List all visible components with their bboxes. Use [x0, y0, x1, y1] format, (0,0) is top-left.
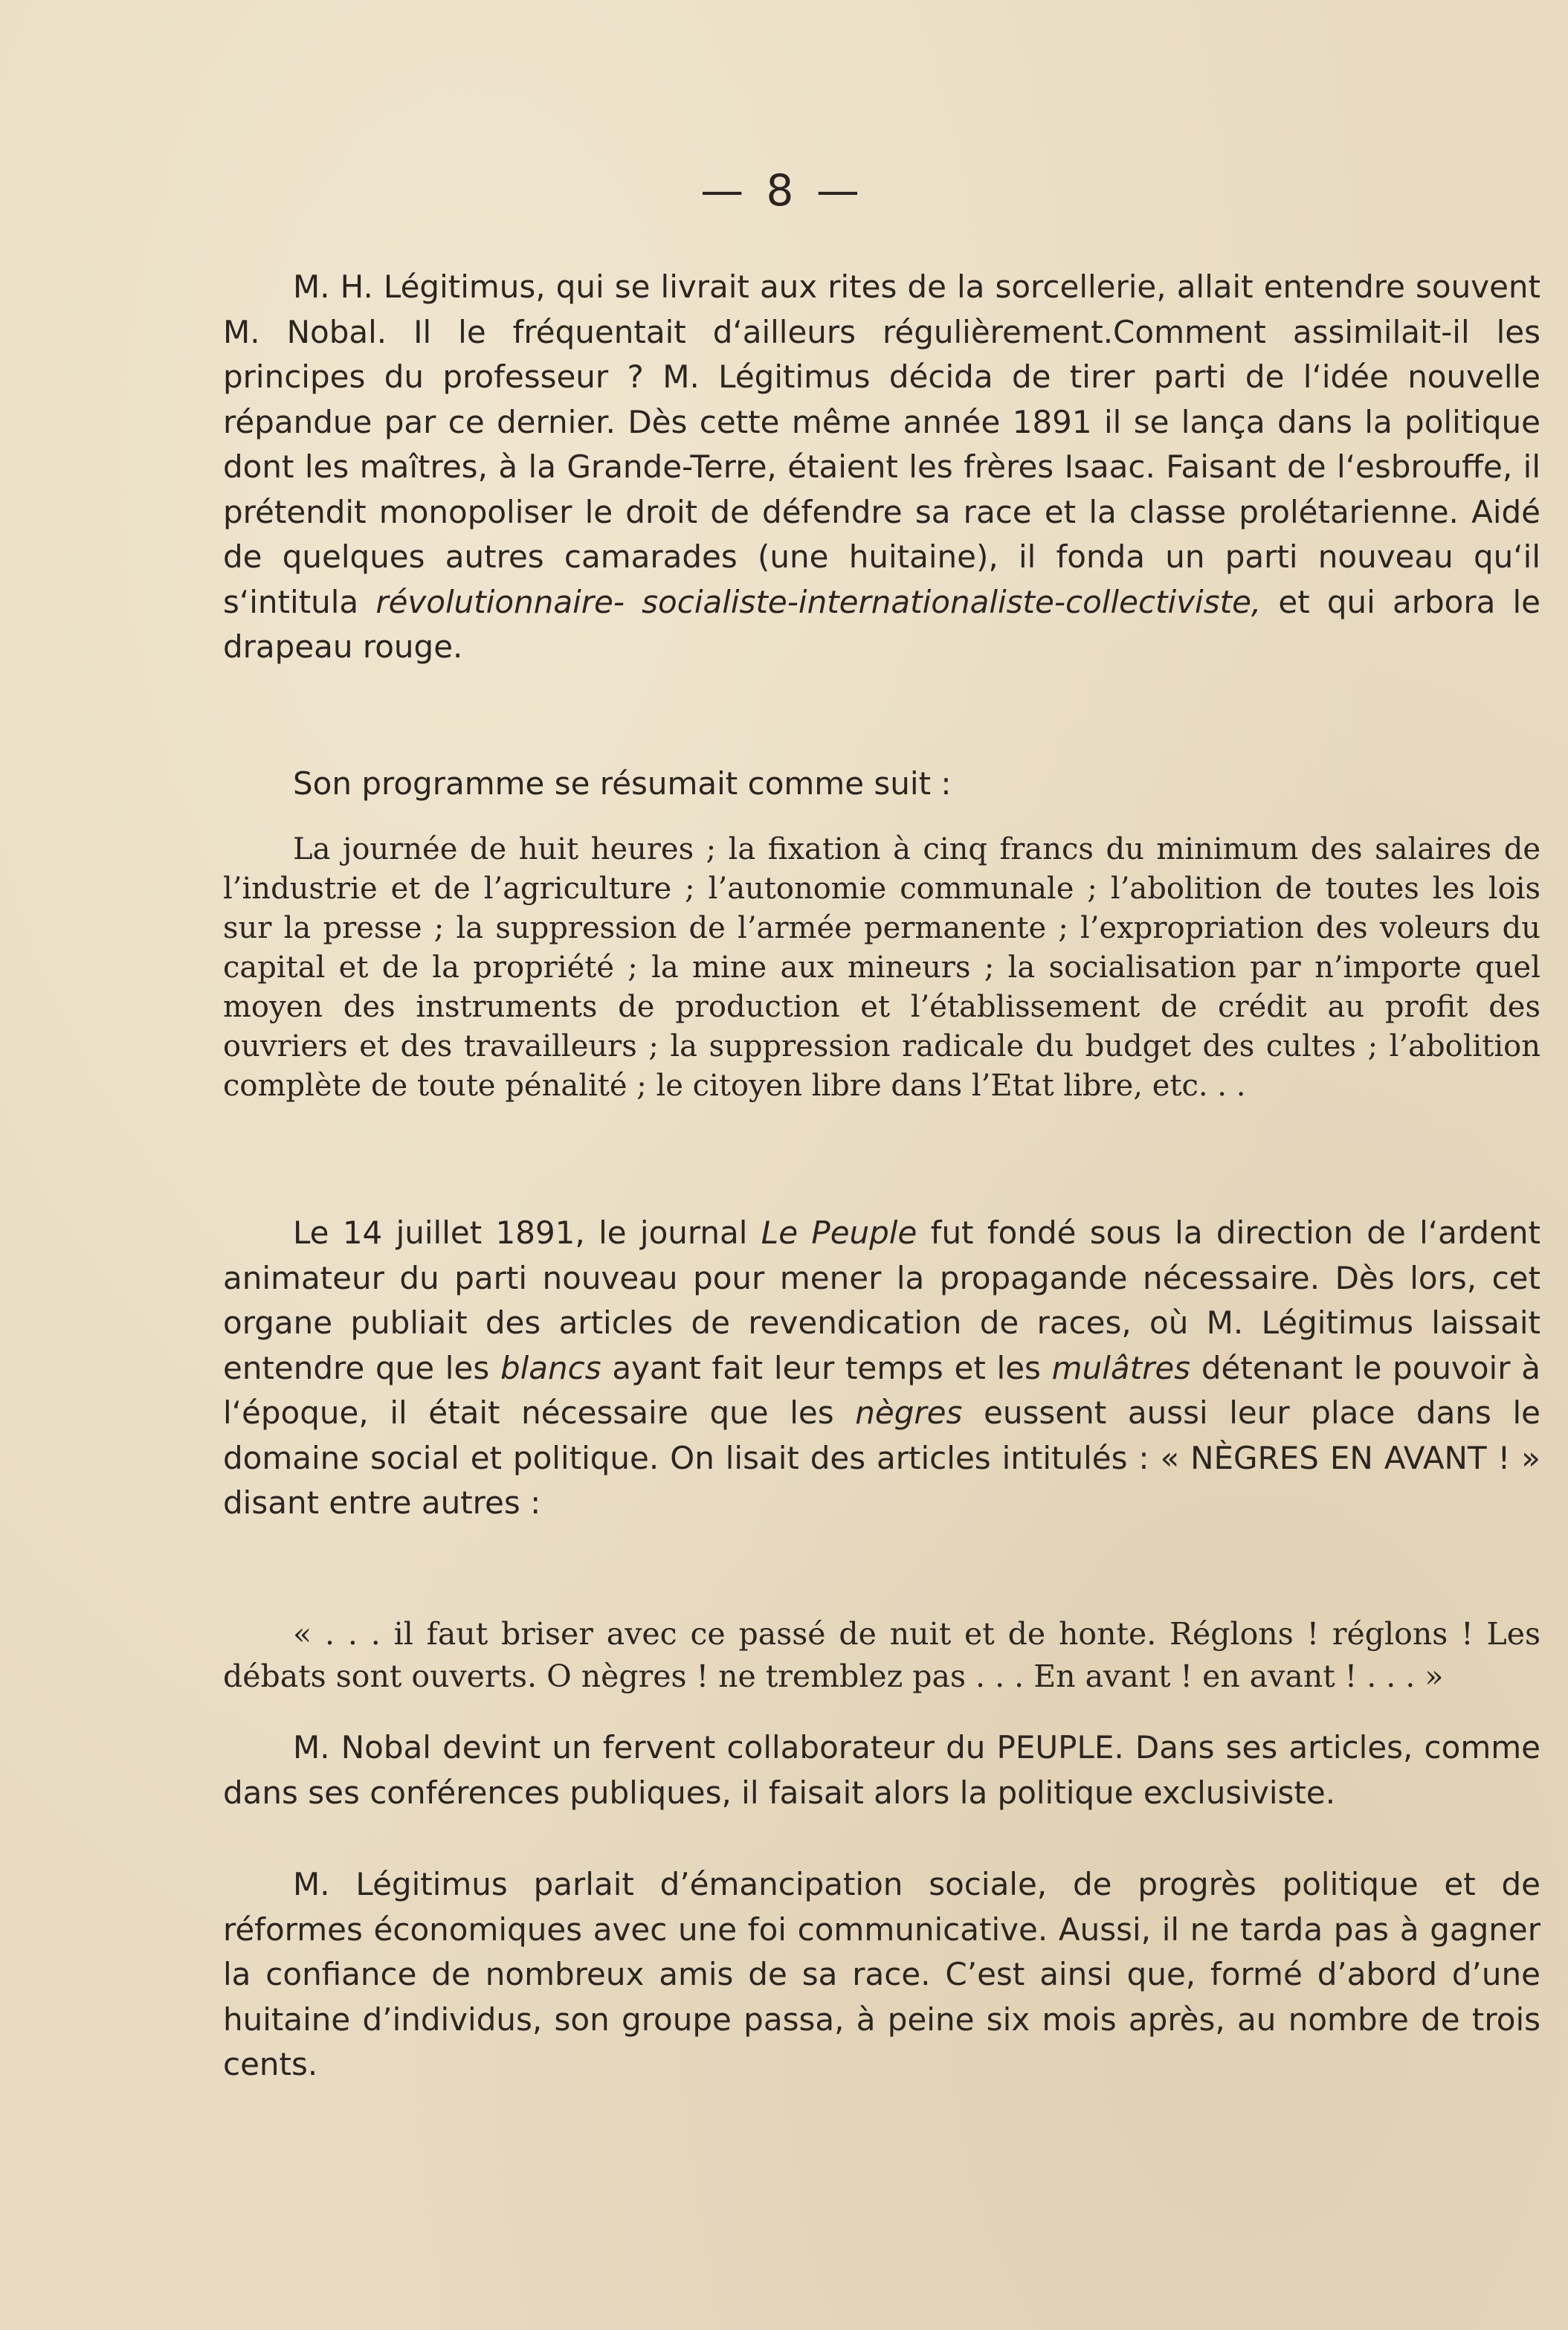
paragraph-3-a: Le 14 juillet 1891, le journal [293, 1214, 748, 1251]
paragraph-3-e: eussent aussi leur place dans le domaine social et politique. On lisait des articles intitulés : « NÈGRES EN AVANT ! » disant entre autres : [223, 1394, 1540, 1521]
paragraph-nobal [223, 1725, 1540, 1815]
paragraph-program-intro [223, 762, 1540, 807]
program-text: La journée de huit heures ; la fixation à cinq francs du minimum des salaires de l’industrie et de l’agriculture ; l’autonomie communale ; l’abolition de toutes les lois sur la presse ; la suppression de l’armée permanente ; l’expropriation des voleurs du capital et de la propriété ; la mine aux mineurs ; la socialisation par n’importe quel moyen des instruments de production et l’établissement de crédit au profit des ouvriers et des travailleurs ; la suppression radicale du budget des cultes ; l’abolition complète de toute pénalité ; le citoyen libre dans l’Etat libre, etc. . . [223, 832, 1540, 1103]
quote-text: « . . . il faut briser avec ce passé de nuit et de honte. Réglons ! réglons ! Les débats sont ouverts. O nègres ! ne tremblez pas . . . En avant ! en avant ! . . . » [223, 1616, 1540, 1694]
paragraph-4: M. Nobal devint un fervent collaborateur du PEUPLE. Dans ses articles, comme dans ses conférences publiques, il faisait alors la politique exclusiviste. [223, 1729, 1540, 1811]
paragraph-3-d: détenant le pouvoir à l‘époque, il était nécessaire que les [223, 1349, 1540, 1431]
party-name: révolutionnaire- socialiste-internationaliste-collectiviste, [375, 583, 1262, 620]
paragraph-1-end: et qui arbora le drapeau rouge. [223, 583, 1540, 665]
paragraph-legitimus-intro [223, 265, 1540, 670]
word-negres: nègres [855, 1394, 963, 1431]
word-mulatres: mulâtres [1051, 1349, 1191, 1386]
page-number: — 8 — [700, 165, 864, 216]
paragraph-2: Son programme se résumait comme suit : [293, 765, 952, 802]
paragraph-3-b: fut fondé sous la direction de l‘ardent animateur du parti nouveau pour mener la propagande nécessaire. Dès lors, cet organe publiait des articles de revendication de races, où M. Légitimus laissait entendre que les [223, 1214, 1540, 1386]
paragraph-3 [223, 1211, 1540, 1526]
paragraph-3-c: ayant fait leur temps et les [612, 1349, 1041, 1386]
journal-name: Le Peuple [761, 1214, 917, 1251]
paragraph-5: M. Légitimus parlait d’émancipation sociale, de progrès politique et de réformes économiques avec une foi communicative. Aussi, il ne tarda pas à gagner la confiance de nombreux amis de sa race. C’est ainsi que, formé d’abord d’une huitaine d’individus, son groupe passa, à peine six mois après, au nombre de trois cents. [223, 1866, 1540, 2082]
paragraph-1 [223, 265, 1540, 670]
paragraph-1-text: M. H. Légitimus, qui se livrait aux rites de la sorcellerie, allait entendre souvent M. Nobal. Il le fréquentait d‘ailleurs régulièrement.Comment assimilait-il les principes du professeur ? M. Légitimus décida de tirer parti de l‘idée nouvelle répandue par ce dernier. Dès cette même année 1891 il se lança dans la politique dont les maîtres, à la Grande-Terre, étaient les frères Isaac. Faisant de l‘esbrouffe, il prétendit monopoliser le droit de défendre sa race et la classe prolétarienne. Aidé de quelques autres camarades (une huitaine), il fonda un parti nouveau qu‘il s‘intitula [223, 268, 1540, 620]
paragraph-le-peuple [223, 1211, 1540, 1526]
paragraph-emancipation [223, 1862, 1540, 2088]
word-blancs: blancs [500, 1349, 601, 1386]
quote-block [223, 1583, 1540, 1728]
program-block [223, 830, 1540, 1106]
